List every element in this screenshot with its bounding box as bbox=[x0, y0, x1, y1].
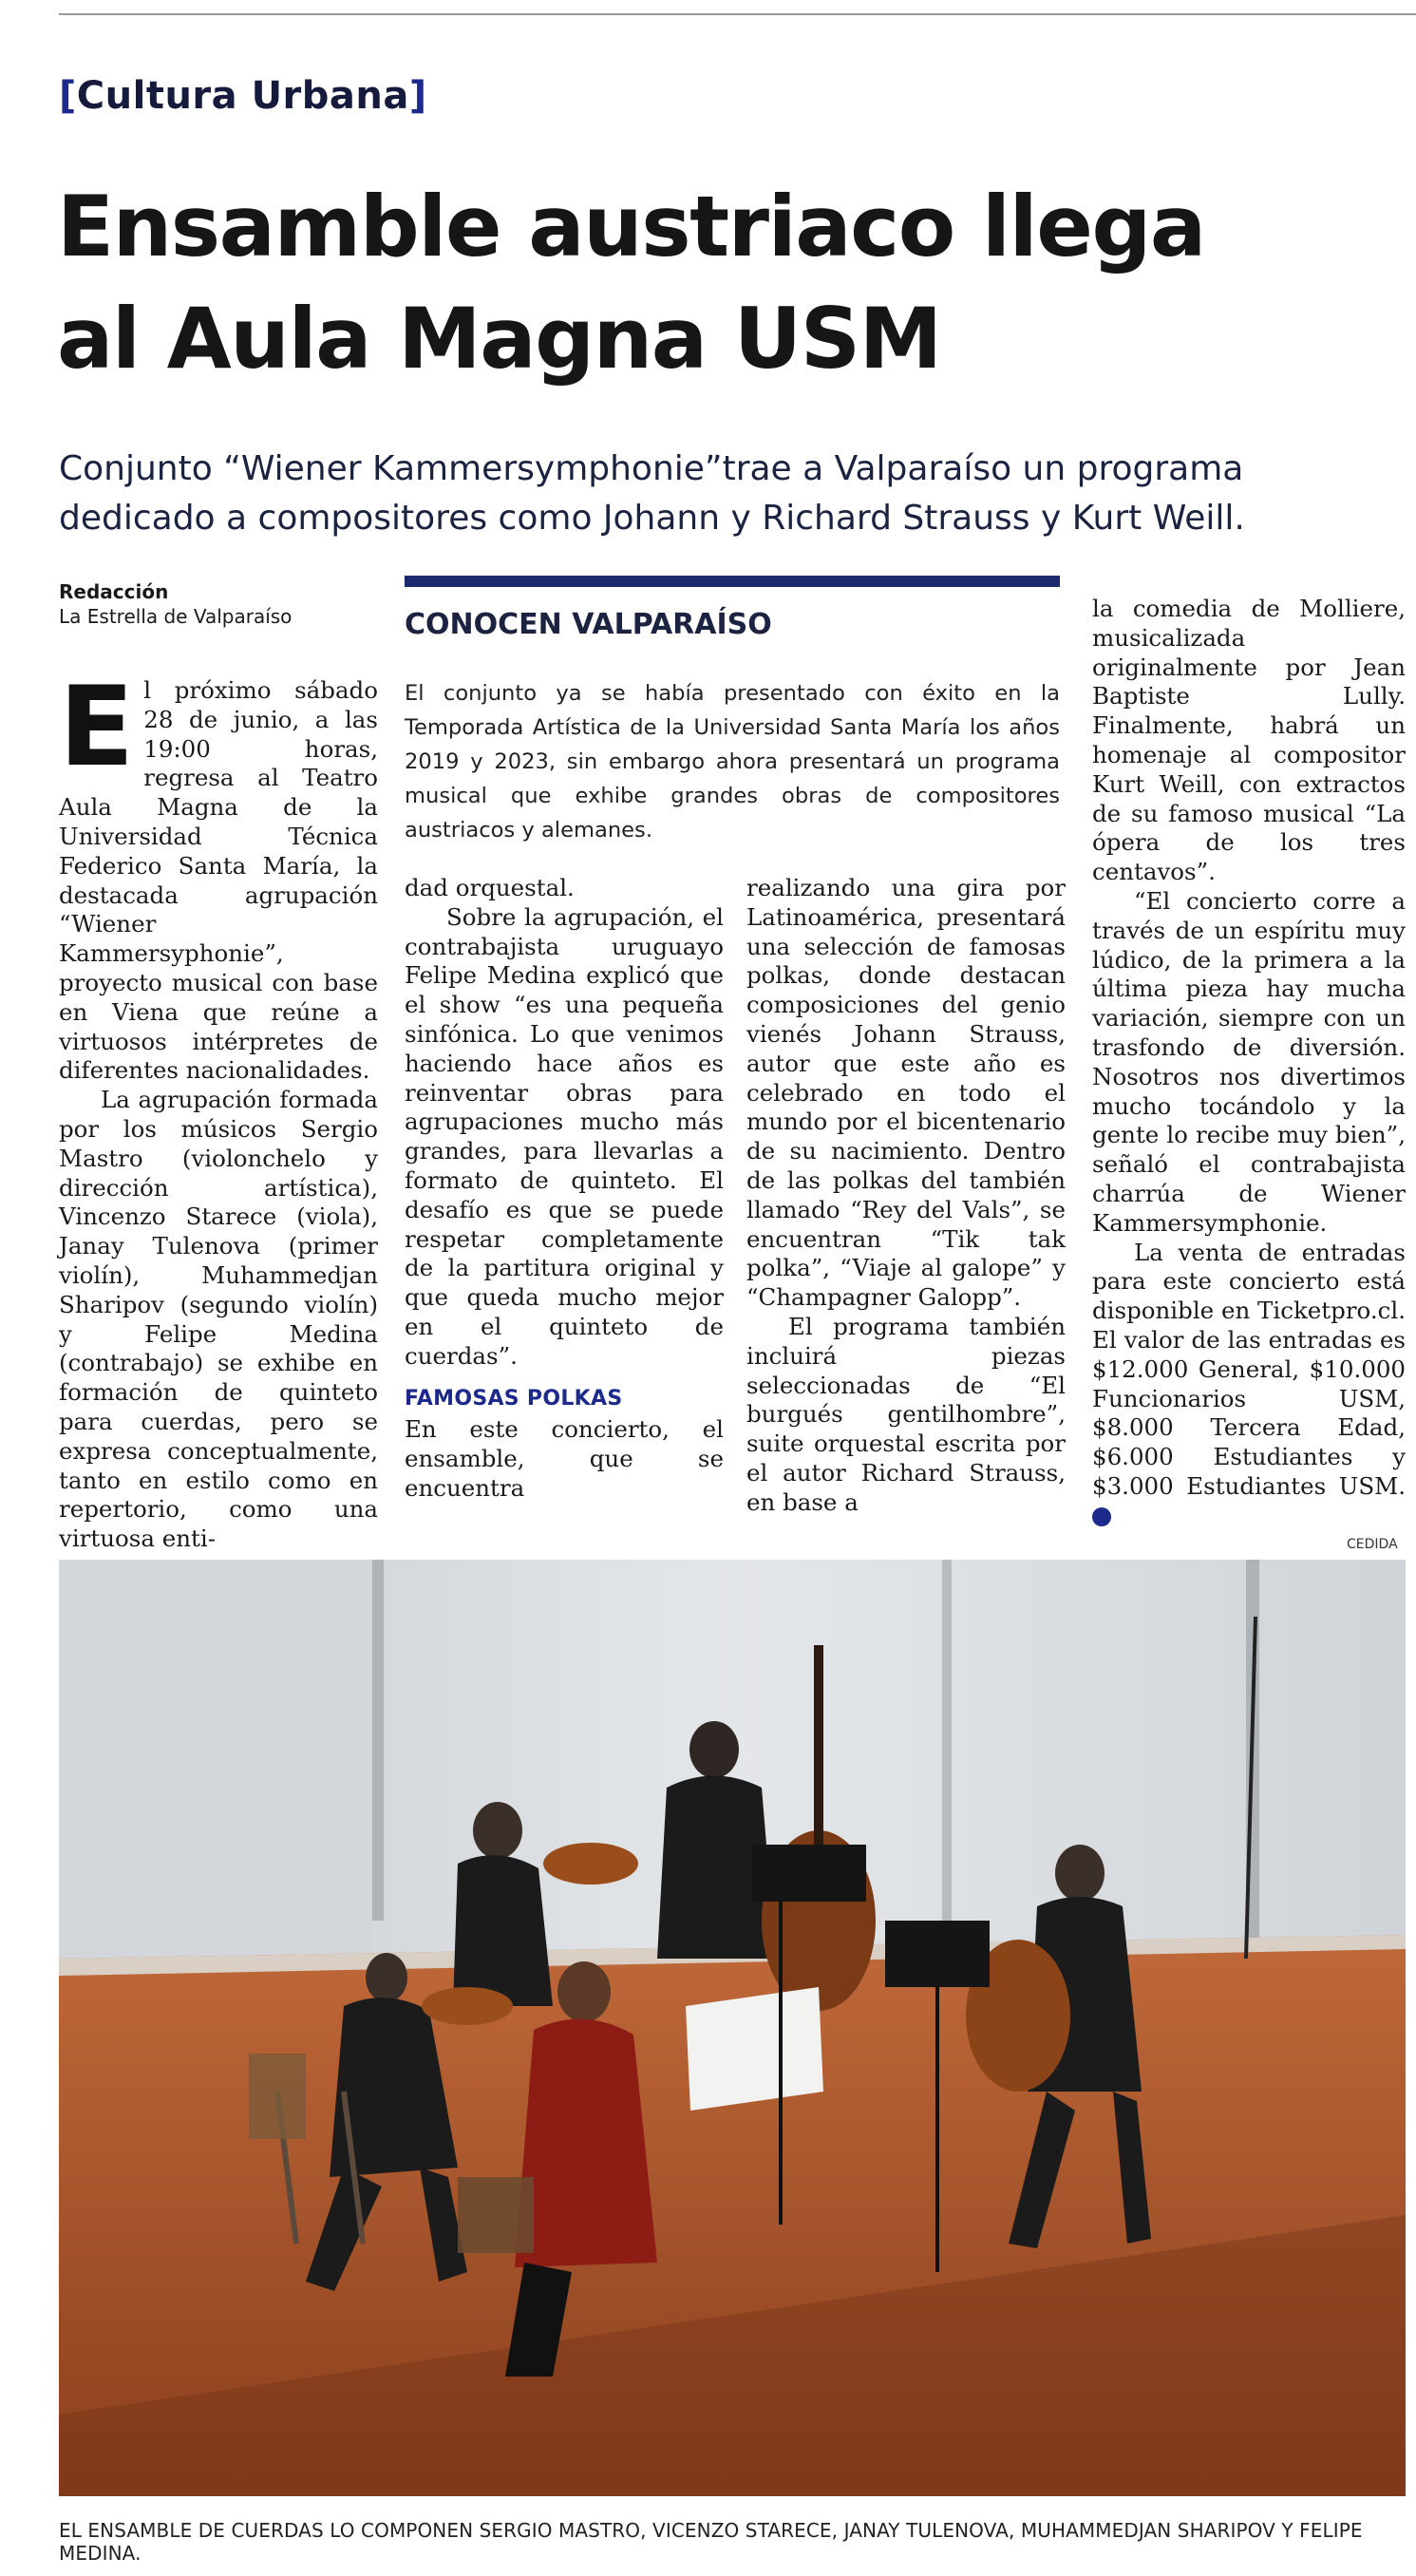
paragraph-7-text: La venta de entradas para este concierto está disponible en Ticketpro.cl. El valor de las entradas es $12.000 General, $10.000 Funcionarios USM, $8.000 Tercera Edad, $6.000 Estudiantes y $3.000 Estudiantes USM. bbox=[1092, 1238, 1406, 1500]
paragraph-6: “El concierto corre a través de un espíritu muy lúdico, de la primera a la última pieza hay mucha variación, siempre con un trasfondo de diversión. Nosotros nos divertimos mucho tocándolo y la gente lo recibe muy bien”, señaló el contrabajista charrúa de Wiener Kammersymphonie. bbox=[1092, 886, 1406, 1237]
article-column-4 bbox=[1092, 595, 1406, 1531]
paragraph-4-continued: realizando una gira por Latinoamérica, presentará una selección de famosas polkas, donde destacan composiciones del genio vienés Johann Strauss, autor que este año es celebrado en todo el mundo por el bicentenario de su nacimiento. Dentro de las polkas del también llamado “Rey del Vals”, se encuentran “Tik tak polka”, “Viaje al galope” y “Champagner Galopp”. bbox=[746, 874, 1066, 1312]
paragraph-4: En este concierto, el ensamble, que se encuentra bbox=[405, 1415, 724, 1502]
sidebar-box-title: CONOCEN VALPARAÍSO bbox=[405, 608, 772, 641]
article-column-3 bbox=[746, 874, 1066, 1518]
paragraph-2: La agrupación formada por los músicos Sergio Mastro (violonchelo y dirección artística), Vincenzo Starece (viola), Janay Tulenova (primer violín), Muhammedjan Sharipov (segundo violín) y Felipe Medina (contrabajo) se exhibe en formación de quinteto para cuerdas, pero se expresa conceptualmente, tanto en estilo como en repertorio, como una virtuosa enti- bbox=[59, 1086, 378, 1553]
lead-paragraph bbox=[59, 445, 1388, 543]
subhead-famosas-polkas: FAMOSAS POLKAS bbox=[405, 1386, 623, 1411]
article-column-2 bbox=[405, 874, 724, 1504]
sidebar-box-text: El conjunto ya se había presentado con éxito en la Temporada Artística de la Universidad Santa María los años 2019 y 2023, sin embargo ahora presentará un programa musical que exhibe grandes obras de compositores austriacos y alemanes. bbox=[405, 681, 1060, 843]
byline-outlet: La Estrella de Valparaíso bbox=[59, 605, 293, 628]
paragraph-3: Sobre la agrupación, el contrabajista uruguayo Felipe Medina explicó que el show “es una pequeña sinfónica. Lo que venimos haciendo hace años es reinventar obras para agrupaciones mucho más grandes, para llevarlas a formato de quinteto. El desafío es que se puede respetar completamente de la partitura original y que queda mucho mejor en el quinteto de cuerdas”. bbox=[405, 902, 724, 1370]
photo-credit: CEDIDA bbox=[1347, 1537, 1398, 1552]
concert-photo bbox=[59, 1560, 1406, 2496]
paragraph-2-continued: dad orquestal. bbox=[405, 874, 575, 901]
section-label: Cultura Urbana bbox=[76, 74, 409, 118]
article-column-1 bbox=[59, 663, 378, 1554]
photo-caption: EL ENSAMBLE DE CUERDAS LO COMPONEN SERGIO MASTRO, VICENZO STARECE, JANAY TULENOVA, MUHAMMEDJAN SHARIPOV Y FELIPE MEDINA. bbox=[59, 2519, 1363, 2565]
byline-author: Redacción bbox=[59, 580, 169, 603]
section-tag bbox=[59, 74, 427, 118]
lead-line-2: dedicado a compositores como Johann y Richard Strauss y Kurt Weill. bbox=[59, 499, 1245, 538]
paragraph-7 bbox=[1092, 1239, 1406, 1531]
bracket-open: [ bbox=[59, 74, 77, 118]
lead-line-1: Conjunto “Wiener Kammersymphonie”trae a Valparaíso un programa bbox=[59, 449, 1244, 488]
paragraph-1 bbox=[59, 663, 378, 1086]
headline bbox=[57, 171, 1406, 395]
headline-line-1: Ensamble austriaco llega bbox=[57, 178, 1205, 275]
paragraph-5: El programa también incluirá piezas seleccionadas de “El burgués gentilhombre”, suite orquestal escrita por el autor Richard Strauss, en base a bbox=[746, 1312, 1066, 1516]
top-rule bbox=[59, 13, 1416, 15]
paragraph-1-text: l próximo sábado 28 de junio, a las 19:00 horas, regresa al Teatro Aula Magna de la Universidad Técnica Federico Santa María, la destacada agrupación “Wiener Kammersyphonie”, proyecto musical con base en Viena que reúne a virtuosos intérpretes de diferentes nacionalidades. bbox=[59, 676, 378, 1085]
sidebar-box-bar bbox=[405, 576, 1060, 587]
byline bbox=[59, 579, 292, 629]
paragraph-5-continued: la comedia de Molliere, musicalizada originalmente por Jean Baptiste Lully. Finalmente, habrá un homenaje al compositor Kurt Weill, con extractos de su famoso musical “La ópera de los tres centavos”. bbox=[1092, 595, 1406, 886]
drop-cap: E bbox=[59, 663, 135, 791]
headline-line-2: al Aula Magna USM bbox=[57, 290, 941, 388]
bracket-close: ] bbox=[408, 74, 427, 118]
end-mark-icon: ✪ bbox=[1092, 1507, 1111, 1526]
